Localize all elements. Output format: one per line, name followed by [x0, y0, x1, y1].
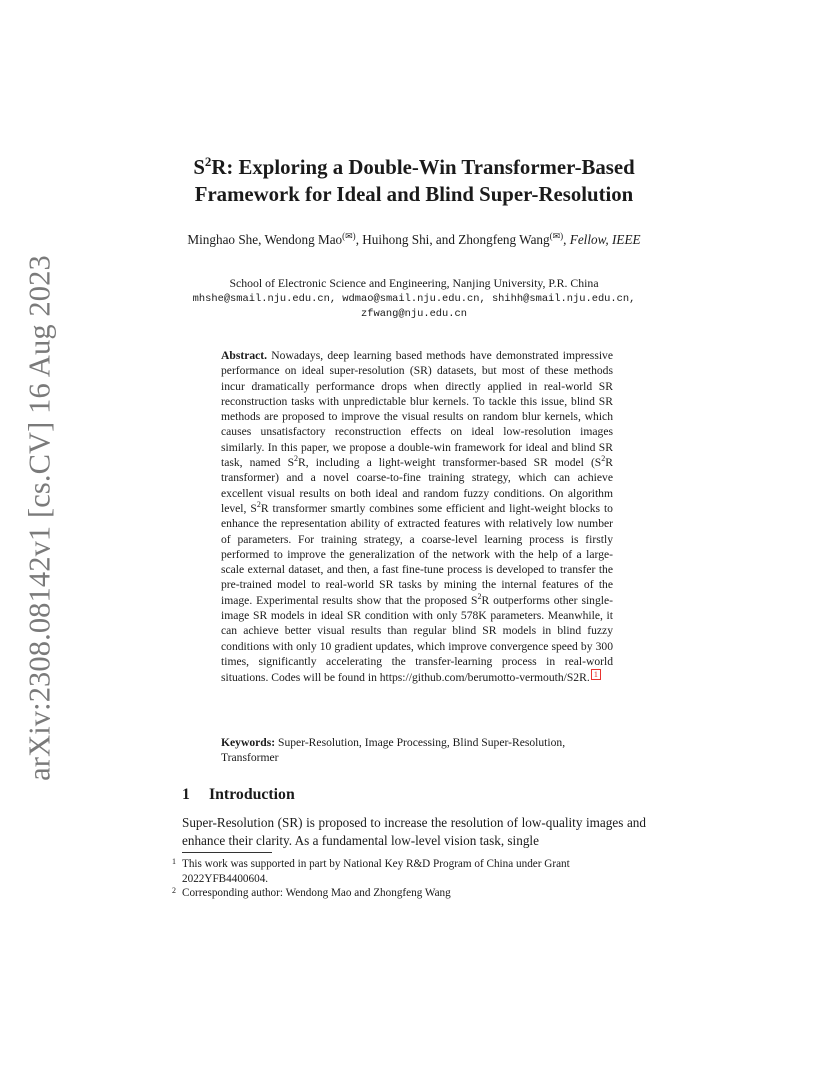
author-emails	[150, 292, 678, 322]
abstract-text-1: Nowadays, deep learning based methods have demonstrated impressive performance on ideal super-resolution (SR) datasets, but most of these methods incur dramatically performance drops when directly applied in real-world SR reconstruction tasks with unpredictable blur kernels. To tackle this issue, blind SR methods are proposed to improve the visual results on random blur kernels, which causes unsatisfactory reconstruction effects on ideal low-resolution images similarly. In this paper, we propose a double-win framework for ideal and blind SR task, named S	[221, 349, 613, 470]
footnote-1-mark: 1	[172, 857, 176, 866]
paper-title	[130, 154, 698, 208]
corresponding-mark-2: (✉)	[549, 231, 564, 241]
footnote-divider	[182, 852, 272, 853]
arxiv-identifier: arXiv:2308.08142v1 [cs.CV] 16 Aug 2023	[22, 255, 57, 781]
emails-line-1: mhshe@smail.nju.edu.cn, wdmao@smail.nju.edu.cn, shihh@smail.nju.edu.cn,	[192, 293, 636, 305]
affiliation: School of Electronic Science and Engineering, Nanjing University, P.R. China	[229, 276, 599, 290]
footnote-2-text: Corresponding author: Wendong Mao and Zhongfeng Wang	[182, 887, 451, 899]
abstract-sup-1: 2	[294, 454, 299, 464]
author-group-1: Minghao She, Wendong Mao	[187, 232, 343, 247]
arxiv-stamp	[20, 255, 60, 781]
abstract-sup-2: 2	[601, 454, 606, 464]
footnote-2	[172, 886, 652, 901]
section-number: 1	[182, 786, 190, 803]
title-superscript: 2	[204, 154, 212, 169]
abstract-sup-4: 2	[477, 591, 482, 601]
author-separator: ,	[563, 232, 570, 247]
author-group-2: , Huihong Shi, and Zhongfeng Wang	[355, 232, 550, 247]
footnote-1	[172, 857, 652, 886]
abstract-text-4: R transformer smartly combines some efficient and light-weight blocks to enhance the representation ability of extracted features with relatively low number of parameters. For training strategy, a coarse-level learning process is firstly performed to improve the generalization of the network with the help of a large-scale external dataset, and then, a fast fine-tune process is developed to transfer the pre-trained model to real-world SR tasks by mining the internal features of the image. Experimental results show that the proposed S	[221, 501, 613, 607]
abstract-text-2: R, including a light-weight transformer-based SR model (S	[298, 456, 602, 470]
title-base: S	[193, 156, 205, 179]
abstract-text-5: R outperforms other single-image SR models in ideal SR condition with only 578K parameters. Meanwhile, it can achieve better visual results than regular blind SR models in blind fuzzy conditions with only 10 gradient updates, which improve convergence speed by 300 times, significantly accelerating the transfer-learning process in real-world situations. Codes will be found in https://github.com/berumotto-vermouth/S2R.	[221, 593, 613, 685]
footnote-1-text: This work was supported in part by National Key R&D Program of China under Grant 2022YFB4400604.	[182, 858, 570, 885]
intro-paragraph: Super-Resolution (SR) is proposed to increase the resolution of low-quality images and enhance their clarity. As a fundamental low-level vision task, single	[182, 815, 646, 848]
emails-line-2: zfwang@nju.edu.cn	[360, 308, 467, 320]
abstract	[221, 348, 613, 686]
author-list	[150, 231, 678, 248]
keywords	[221, 735, 619, 766]
keywords-label: Keywords:	[221, 736, 276, 749]
section-heading	[182, 785, 295, 805]
fellow-title: Fellow, IEEE	[569, 232, 641, 247]
title-line1-rest: R: Exploring a Double-Win Transformer-Based	[211, 156, 635, 179]
footnote-2-mark: 2	[172, 886, 176, 895]
section-title: Introduction	[209, 786, 295, 803]
corresponding-mark-1: (✉)	[342, 231, 356, 241]
footnote-link[interactable]: 1	[591, 669, 601, 680]
abstract-sup-3: 2	[256, 499, 261, 509]
keywords-text: Super-Resolution, Image Processing, Blind Super-Resolution, Transformer	[221, 736, 566, 765]
abstract-label: Abstract.	[221, 349, 268, 362]
title-line2: Framework for Ideal and Blind Super-Resolution	[194, 183, 634, 206]
abstract-text-3: R transformer) and a novel coarse-to-fine training strategy, which can achieve excellent visual results on both ideal and random fuzzy conditions. On algorithm level, S	[221, 456, 613, 515]
